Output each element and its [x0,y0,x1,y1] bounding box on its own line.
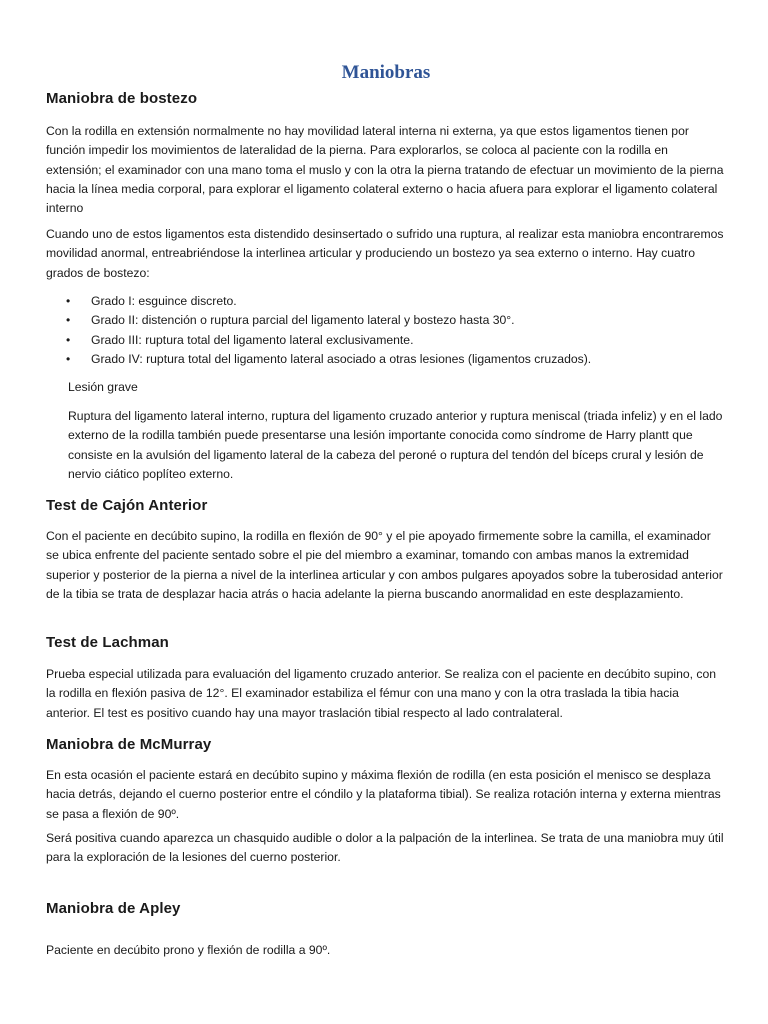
list-item [46,350,726,369]
heading-lachman: Test de Lachman [46,634,169,651]
list-item [46,311,726,330]
grade-text: Grado III: ruptura total del ligamento lateral exclusivamente. [91,332,414,347]
bullet-icon: • [66,352,71,367]
heading-cajon-anterior: Test de Cajón Anterior [46,497,208,514]
heading-mcmurray: Maniobra de McMurray [46,736,212,753]
paragraph-cajon-anterior: Con el paciente en decúbito supino, la rodilla en flexión de 90° y el pie apoyado firmemente sobre la camilla, el examinador se ubica enfrente del paciente sentado sobre el pie del miembro a examinar, tomando con ambas manos la extremidad superior y posterior de la pierna a nivel de la interlinea articular y con ambos pulgares apoyados sobre la tuberosidad anterior de la tibia se trata de desplazar hacia atrás o hacia adelante la pierna buscando anormalidad en este desplazamiento. [46,529,723,601]
grade-text: Grado IV: ruptura total del ligamento lateral asociado a otras lesiones (ligamentos cruzados). [91,352,592,367]
paragraph-apley: Paciente en decúbito prono y flexión de rodilla a 90º. [46,943,331,957]
subheading-lesion-grave: Lesión grave [68,380,138,394]
grades-list [46,292,726,370]
bullet-icon: • [66,332,71,347]
heading-apley: Maniobra de Apley [46,900,181,917]
list-item [46,292,726,311]
paragraph-lesion-grave: Ruptura del ligamento lateral interno, ruptura del ligamento cruzado anterior y ruptura meniscal (triada infeliz) y en el lado externo de la rodilla también puede presentarse una lesión importante conocida como síndrome de Harry plantt que consiste en la avulsión del ligamento lateral de la cabeza del peroné o ruptura del tendón del bíceps crural y lesión de nervio ciático poplíteo externo. [68,409,723,481]
grade-text: Grado I: esguince discreto. [91,294,237,308]
document-title: Maniobras [341,62,431,83]
paragraph-lachman: Prueba especial utilizada para evaluación del ligamento cruzado anterior. Se realiza con el paciente en decúbito supino, con la rodilla en flexión pasiva de 12°. El examinador estabiliza el fémur con una mano y con la otra traslada la tibia hacia anterior. El test es positivo cuando hay una mayor traslación tibial respecto al lado contralateral. [46,667,717,720]
grade-text: Grado II: distención o ruptura parcial del ligamento lateral y bostezo hasta 30°. [91,313,515,328]
bullet-icon: • [66,294,71,308]
paragraph-mcmurray-1: En esta ocasión el paciente estará en decúbito supino y máxima flexión de rodilla (en esta posición el menisco se desplaza hacia detrás, dejando el cuerno posterior entre el cóndilo y la plataforma tibial). Se realiza rotación interna y externa mientras se pasa a flexión de 90º. [46,768,721,821]
paragraph-mcmurray-2: Será positiva cuando aparezca un chasquido audible o dolor a la palpación de la interlinea. Se trata de una maniobra muy útil para la exploración de la lesiones del cuerno posterior. [46,831,724,865]
bullet-icon: • [66,313,71,328]
paragraph-bostezo-2: Cuando uno de estos ligamentos esta distendido desinsertado o sufrido una ruptura, al realizar esta maniobra encontraremos movilidad anormal, entreabriéndose la interlinea articular y produciendo un bostezo ya sea externo o interno. Hay cuatro grados de bostezo: [46,227,724,280]
heading-bostezo: Maniobra de bostezo [46,90,198,107]
list-item [46,331,726,350]
paragraph-bostezo-1: Con la rodilla en extensión normalmente no hay movilidad lateral interna ni externa, ya que estos ligamentos tienen por función impedir los movimientos de lateralidad de la pierna. Para explorarlos, se coloca al paciente con la rodilla en extensión; el examinador con una mano toma el muslo y con la otra la pierna tratando de efectuar un movimiento de la pierna hacia la línea media corporal, para explorar el ligamento colateral externo o hacia afuera para explorar el ligamento colateral interno [46,124,724,216]
